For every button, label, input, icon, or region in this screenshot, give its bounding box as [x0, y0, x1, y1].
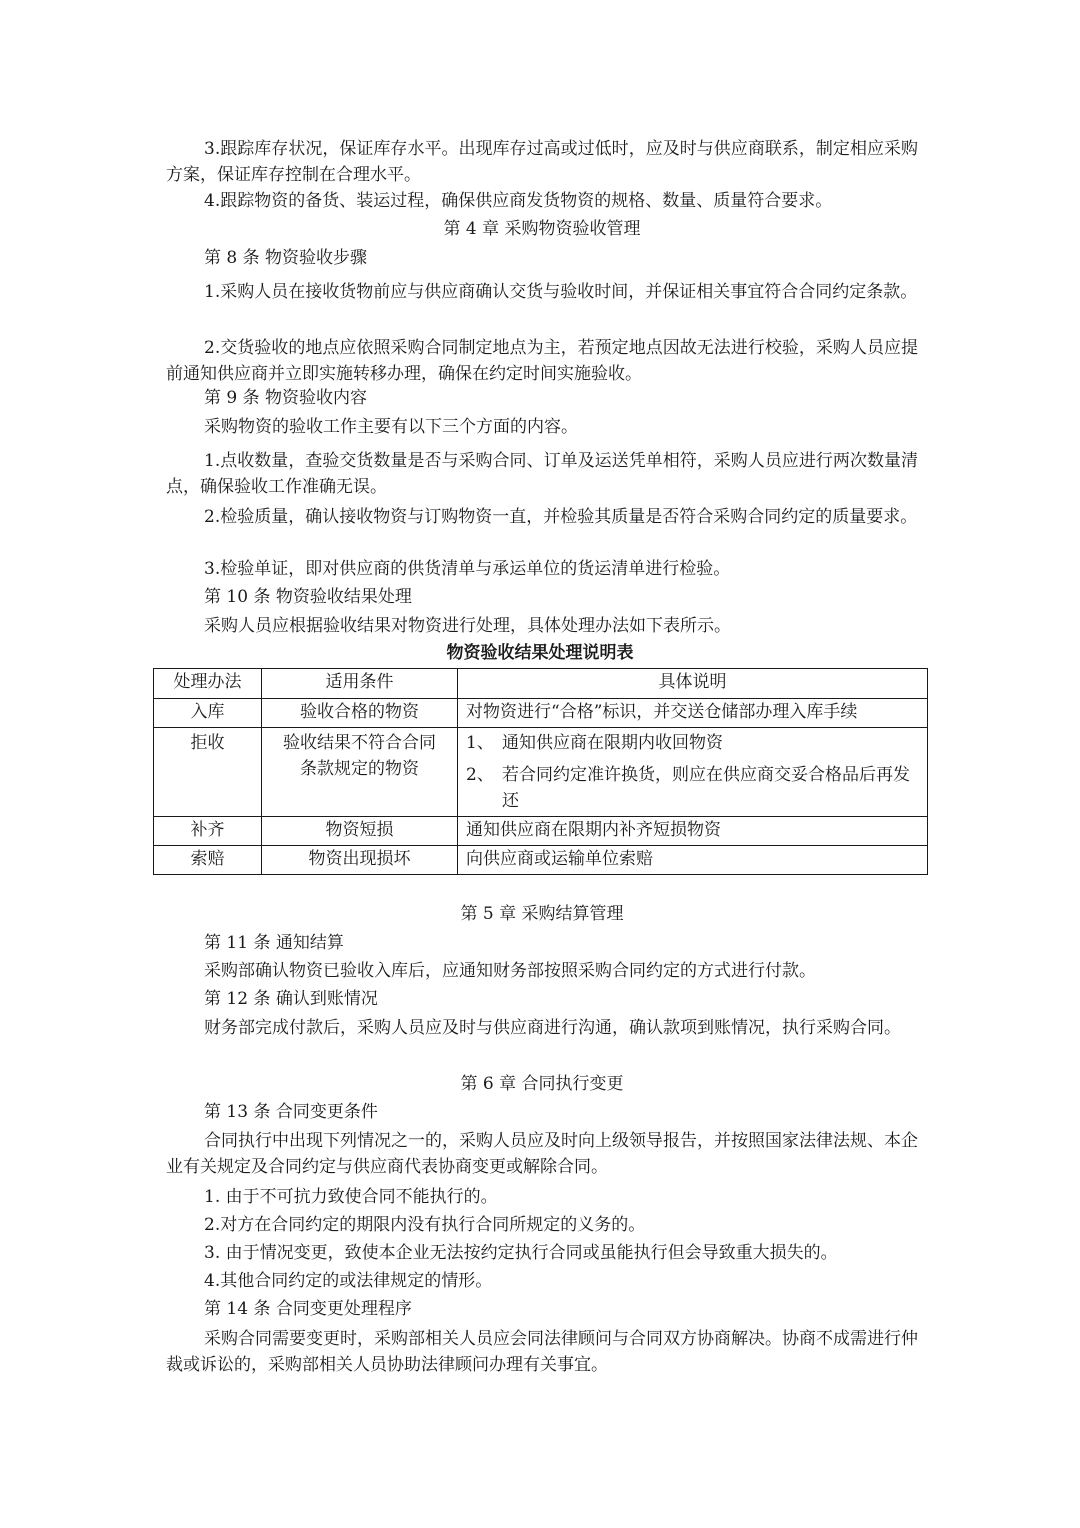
table-row: [154, 699, 928, 728]
table-cell-condition: 物资出现损坏: [262, 846, 458, 875]
article-12-title: 第 12 条 确认到账情况: [204, 989, 378, 1009]
table-cell-condition: 验收结果不符合合同条款规定的物资: [262, 728, 458, 817]
article-13-item-2: 2.对方在合同约定的期限内没有执行合同所规定的义务的。: [204, 1215, 646, 1235]
table-cell-detail: 通知供应商在限期内补齐短损物资: [458, 817, 928, 846]
article-8-item-2: 2.交货验收的地点应依照采购合同制定地点为主，若预定地点因故无法进行校验，采购人员应提前通知供应商并立即实施转移办理，确保在约定时间实施验收。: [166, 338, 918, 384]
table-header-cell: 处理办法: [154, 669, 262, 699]
chapter-5-heading: 第 5 章 采购结算管理: [460, 904, 624, 924]
article-9-title: 第 9 条 物资验收内容: [204, 388, 368, 408]
chapter-6-heading: 第 6 章 合同执行变更: [460, 1074, 624, 1094]
article-9-item-3: 3.检验单证，即对供应商的供货清单与承运单位的货运清单进行检验。: [204, 559, 731, 579]
table-cell-detail: 对物资进行“合格”标识，并交送仓储部办理入库手续: [458, 699, 928, 728]
article-8-item-1: 1.采购人员在接收货物前应与供应商确认交货与验收时间，并保证相关事宜符合合同约定条款。: [204, 282, 918, 302]
list-item-number: 2、: [466, 765, 494, 785]
paragraph-inventory: 3.跟踪库存状况，保证库存水平。出现库存过高或过低时，应及时与供应商联系，制定相应采购方案，保证库存控制在合理水平。: [166, 139, 918, 185]
article-8-title: 第 8 条 物资验收步骤: [204, 248, 368, 268]
table-cell-condition: 物资短损: [262, 817, 458, 846]
list-item-text: 通知供应商在限期内收回物资: [502, 733, 723, 753]
article-9-item-2: 2.检验质量，确认接收物资与订购物资一直，并检验其质量是否符合采购合同约定的质量要求。: [204, 507, 918, 527]
article-11-title: 第 11 条 通知结算: [204, 933, 344, 953]
article-14-title: 第 14 条 合同变更处理程序: [204, 1299, 412, 1319]
table-row: [154, 817, 928, 846]
table-cell-detail: 向供应商或运输单位索赔: [458, 846, 928, 875]
article-13-item-4: 4.其他合同约定的或法律规定的情形。: [204, 1271, 493, 1291]
article-9-item-1: 1.点收数量，查验交货数量是否与采购合同、订单及运送凭单相符，采购人员应进行两次数量清点，确保验收工作准确无误。: [166, 451, 918, 497]
article-14-text: 采购合同需要变更时，采购部相关人员应会同法律顾问与合同双方协商解决。协商不成需进行仲裁或诉讼的，采购部相关人员协助法律顾问办理有关事宜。: [166, 1329, 918, 1375]
table-cell-method: 入库: [154, 699, 262, 728]
article-13-item-1: 1. 由于不可抗力致使合同不能执行的。: [204, 1187, 498, 1207]
table-header-cell: 具体说明: [458, 669, 928, 699]
inspection-result-table: [153, 668, 928, 875]
list-item: [466, 762, 919, 814]
article-13-intro: 合同执行中出现下列情况之一的，采购人员应及时向上级领导报告，并按照国家法律法规、本企业有关规定及合同约定与供应商代表协商变更或解除合同。: [166, 1131, 918, 1177]
article-13-title: 第 13 条 合同变更条件: [204, 1102, 378, 1122]
list-item-number: 1、: [466, 733, 494, 753]
table-row: [154, 846, 928, 875]
article-12-text: 财务部完成付款后，采购人员应及时与供应商进行沟通，确认款项到账情况，执行采购合同。: [204, 1018, 901, 1038]
table-cell-method: 拒收: [154, 728, 262, 817]
table-cell-detail: [458, 728, 928, 817]
table-header-row: [154, 669, 928, 699]
article-13-item-3: 3. 由于情况变更，致使本企业无法按约定执行合同或虽能执行但会导致重大损失的。: [204, 1243, 838, 1263]
table-cell-method: 索赔: [154, 846, 262, 875]
chapter-4-heading: 第 4 章 采购物资验收管理: [443, 219, 641, 239]
list-item: [466, 730, 919, 756]
article-9-intro: 采购物资的验收工作主要有以下三个方面的内容。: [204, 417, 578, 437]
table-row: [154, 728, 928, 817]
table-cell-condition: 验收合格的物资: [262, 699, 458, 728]
table-cell-method: 补齐: [154, 817, 262, 846]
table-header-cell: 适用条件: [262, 669, 458, 699]
table-title: 物资验收结果处理说明表: [446, 643, 634, 663]
paragraph-shipping: 4.跟踪物资的备货、装运过程，确保供应商发货物资的规格、数量、质量符合要求。: [204, 191, 833, 211]
article-10-intro: 采购人员应根据验收结果对物资进行处理，具体处理办法如下表所示。: [204, 616, 731, 636]
list-item-text: 若合同约定准许换货，则应在供应商交妥合格品后再发还: [502, 765, 910, 811]
article-10-title: 第 10 条 物资验收结果处理: [204, 587, 412, 607]
article-11-text: 采购部确认物资已验收入库后，应通知财务部按照采购合同约定的方式进行付款。: [204, 961, 816, 981]
